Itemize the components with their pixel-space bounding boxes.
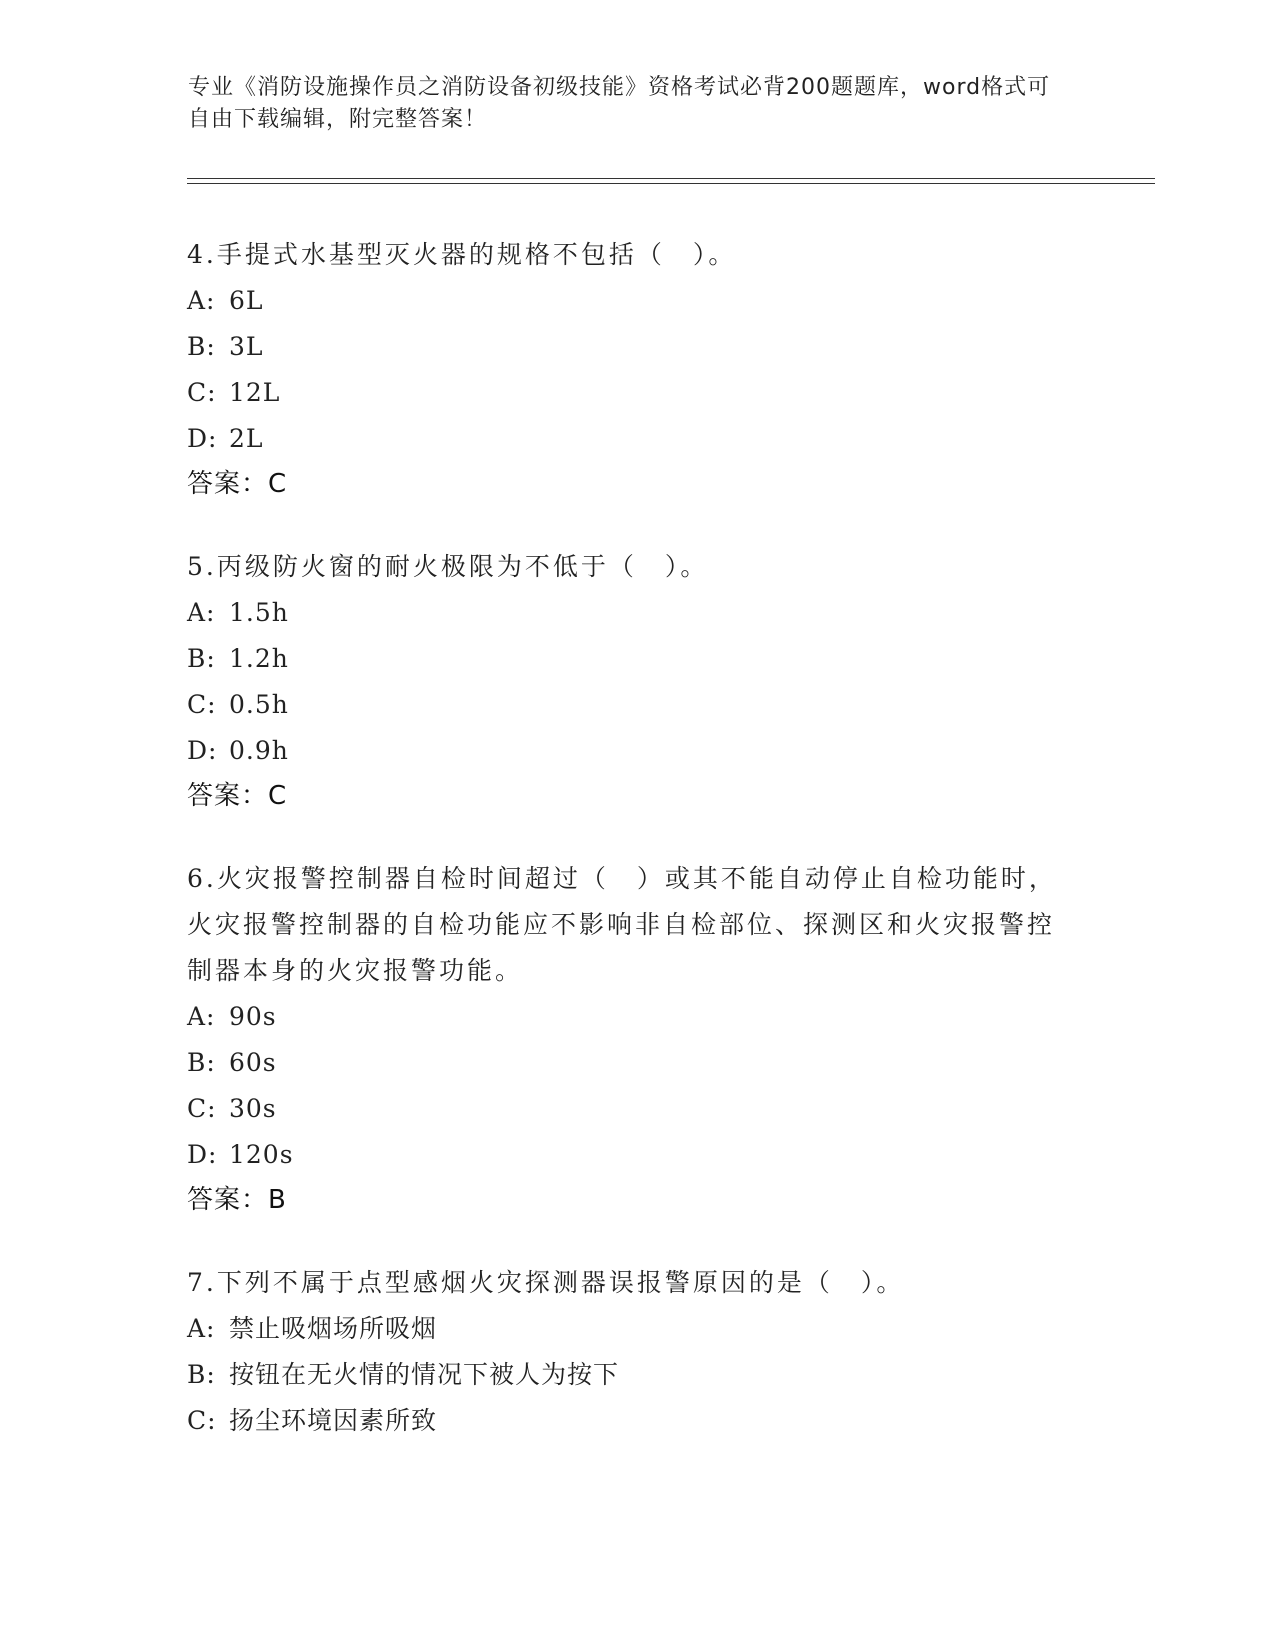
option-text: 60s	[229, 1048, 277, 1077]
option-text: 3L	[229, 332, 264, 361]
option-key: D:	[187, 736, 218, 765]
option-text: 1.5h	[229, 598, 289, 627]
option-a	[187, 590, 1067, 636]
option-text: 6L	[229, 286, 264, 315]
option-d	[187, 416, 1067, 462]
question-stem: 4.手提式水基型灭火器的规格不包括（ ）。	[187, 240, 737, 269]
option-a	[187, 1306, 1067, 1352]
option-text: 禁止吸烟场所吸烟	[229, 1314, 438, 1343]
option-b	[187, 1352, 1067, 1398]
option-text: 30s	[229, 1094, 277, 1123]
question-4	[187, 232, 1067, 506]
option-key: A:	[187, 286, 216, 315]
option-text: 12L	[229, 378, 281, 407]
option-key: B:	[187, 644, 216, 673]
option-key: D:	[187, 1140, 218, 1169]
option-text: 扬尘环境因素所致	[229, 1406, 438, 1435]
option-b	[187, 1040, 1067, 1086]
option-b	[187, 636, 1067, 682]
option-d	[187, 1132, 1067, 1178]
option-key: C:	[187, 1406, 217, 1435]
header-divider-top	[187, 178, 1155, 179]
answer-line: 答案：C	[187, 469, 288, 499]
option-text: 2L	[229, 424, 264, 453]
option-d	[187, 728, 1067, 774]
option-key: B:	[187, 1360, 216, 1389]
question-5	[187, 544, 1067, 818]
question-7	[187, 1260, 1067, 1444]
option-c	[187, 682, 1067, 728]
option-key: A:	[187, 1002, 216, 1031]
option-key: B:	[187, 1048, 216, 1077]
option-key: C:	[187, 378, 217, 407]
option-text: 1.2h	[229, 644, 289, 673]
question-list	[187, 232, 1067, 1482]
option-c	[187, 370, 1067, 416]
question-stem: 5.丙级防火窗的耐火极限为不低于（ ）。	[187, 552, 709, 581]
answer-line: 答案：C	[187, 781, 288, 811]
answer-line: 答案：B	[187, 1185, 287, 1215]
option-text: 90s	[229, 1002, 277, 1031]
option-c	[187, 1398, 1067, 1444]
question-6	[187, 856, 1067, 1222]
option-key: B:	[187, 332, 216, 361]
question-stem: 6.火灾报警控制器自检时间超过（ ）或其不能自动停止自检功能时，火灾报警控制器的自检功能应不影响非自检部位、探测区和火灾报警控制器本身的火灾报警功能。	[187, 864, 1057, 985]
option-text: 120s	[229, 1140, 294, 1169]
option-text: 0.5h	[229, 690, 289, 719]
header-divider-bottom	[187, 183, 1155, 184]
option-b	[187, 324, 1067, 370]
option-key: A:	[187, 598, 216, 627]
option-a	[187, 278, 1067, 324]
option-a	[187, 994, 1067, 1040]
option-c	[187, 1086, 1067, 1132]
option-text: 0.9h	[229, 736, 289, 765]
option-key: C:	[187, 1094, 217, 1123]
option-key: C:	[187, 690, 217, 719]
question-stem: 7.下列不属于点型感烟火灾探测器误报警原因的是（ ）。	[187, 1268, 905, 1297]
option-key: A:	[187, 1314, 216, 1343]
option-key: D:	[187, 424, 218, 453]
option-text: 按钮在无火情的情况下被人为按下	[229, 1360, 620, 1389]
document-header: 专业《消防设施操作员之消防设备初级技能》资格考试必背200题题库，word格式可自由下载编辑，附完整答案！	[188, 75, 1051, 132]
